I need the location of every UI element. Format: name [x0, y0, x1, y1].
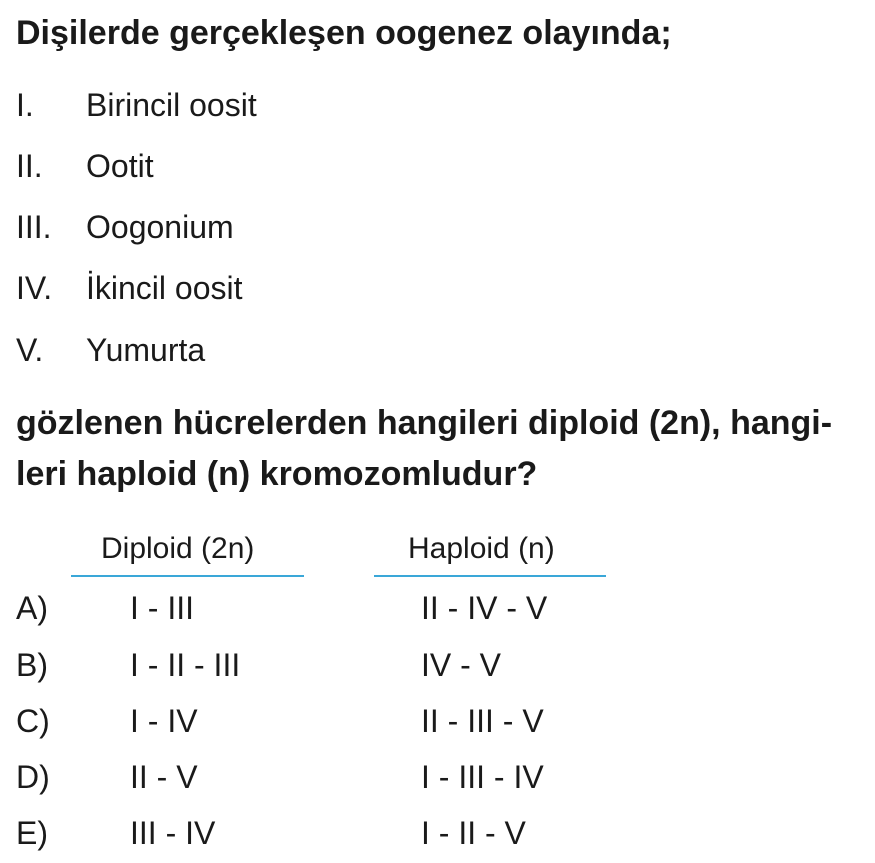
item-text: Yumurta: [86, 332, 206, 368]
item-numeral: IV.: [16, 270, 53, 306]
item-numeral: II.: [16, 148, 43, 184]
item-text: Oogonium: [86, 209, 234, 245]
option-haploid-value: I - II - V: [421, 815, 526, 851]
diploid-column-header: Diploid (2n): [101, 532, 255, 565]
option-letter: E): [16, 815, 48, 851]
option-haploid-value: II - IV - V: [421, 590, 548, 626]
option-diploid-value: I - III: [130, 590, 194, 626]
option-haploid-value: I - III - IV: [421, 759, 544, 795]
diploid-header-underline: [71, 575, 304, 577]
option-diploid-value: II - V: [130, 759, 198, 795]
question-stem-intro: Dişilerde gerçekleşen oogenez olayında;: [16, 14, 672, 52]
option-diploid-value: I - IV: [130, 703, 198, 739]
option-letter: D): [16, 759, 50, 795]
option-letter: B): [16, 647, 48, 683]
question-stem-line-1: gözlenen hücrelerden hangileri diploid (2n), hangi-: [16, 404, 833, 442]
item-numeral: III.: [16, 209, 52, 245]
option-haploid-value: IV - V: [421, 647, 502, 683]
option-haploid-value: II - III - V: [421, 703, 544, 739]
item-text: Ootit: [86, 148, 154, 184]
item-numeral: I.: [16, 87, 34, 123]
item-text: İkincil oosit: [86, 270, 243, 306]
item-numeral: V.: [16, 332, 44, 368]
option-diploid-value: III - IV: [130, 815, 216, 851]
option-letter: A): [16, 590, 48, 626]
item-text: Birincil oosit: [86, 87, 257, 123]
haploid-column-header: Haploid (n): [408, 532, 555, 565]
option-diploid-value: I - II - III: [130, 647, 241, 683]
question-stem-line-2: leri haploid (n) kromozomludur?: [16, 455, 538, 493]
haploid-header-underline: [374, 575, 606, 577]
option-letter: C): [16, 703, 50, 739]
